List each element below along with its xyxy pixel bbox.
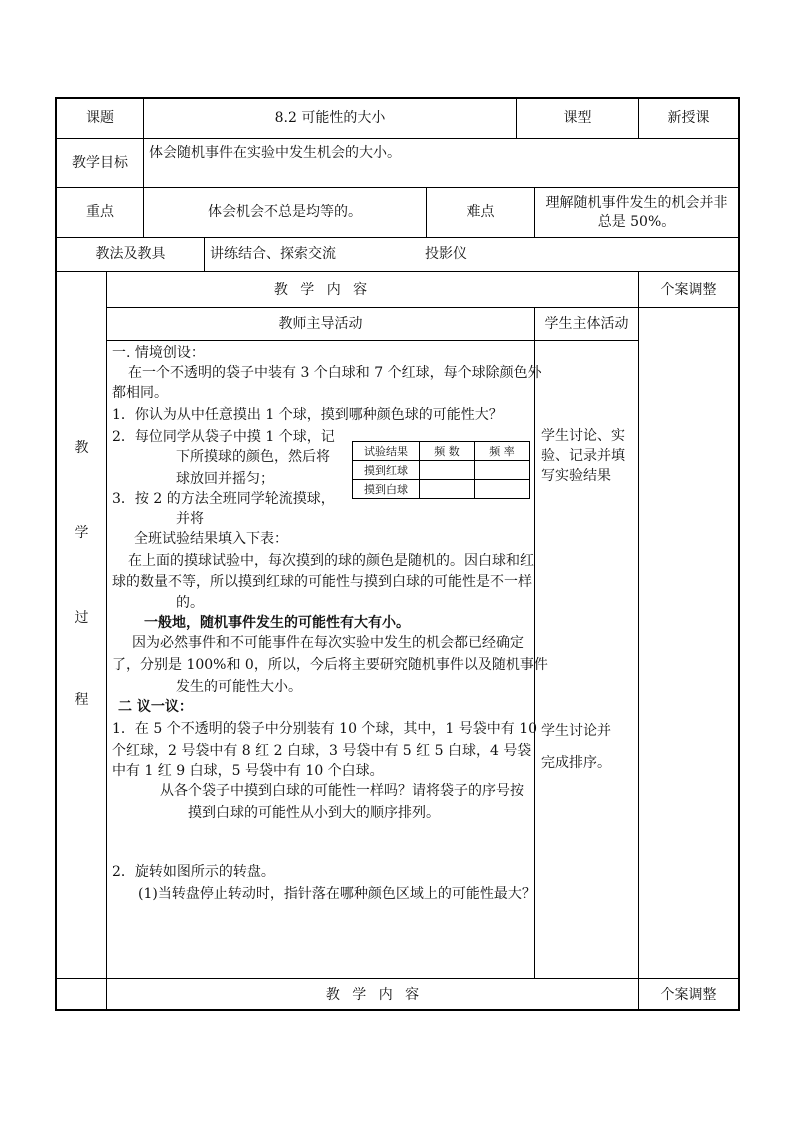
teacher-line-heading: 二 议一议：	[118, 699, 193, 715]
teacher-line: 并将	[176, 511, 204, 527]
teacher-line: 了，分别是 100%和 0，所以，今后将主要研究随机事件以及随机事件	[112, 657, 548, 673]
teacher-line: 因为必然事件和不可能事件在每次实验中发生的机会都已经确定	[132, 635, 524, 651]
student-note: 学生讨论并	[541, 723, 611, 739]
teacher-line: 中有 1 红 9 白球，5 号袋中有 10 个白球。	[112, 763, 384, 779]
table-header-cell: 频 数	[420, 442, 475, 461]
teacher-line: (1)当转盘停止转动时，指针落在哪种颜色区域上的可能性最大？	[138, 886, 536, 902]
table-header-cell: 频 率	[475, 442, 530, 461]
teacher-line: 从各个袋子中摸到白球的可能性一样吗？请将袋子的序号按	[160, 783, 524, 799]
student-column-header: 学生主体活动	[544, 316, 629, 332]
teacher-line: 摸到白球的可能性从小到大的顺序排列。	[188, 805, 440, 821]
table-cell	[475, 480, 530, 499]
table-header-cell: 试验结果	[353, 442, 420, 461]
teacher-column-header: 教师主导活动	[278, 316, 363, 332]
key-value: 体会机会不总是均等的。	[208, 204, 362, 220]
method-label: 教法及教具	[95, 246, 166, 262]
frame-right	[738, 97, 740, 1011]
teacher-line: 下所摸球的颜色，然后将	[176, 449, 330, 465]
topic-value: 8.2 可能性的大小	[274, 110, 386, 126]
teacher-line: 1．在 5 个不透明的袋子中分别装有 10 个球，其中，1 号袋中有 10	[112, 721, 538, 737]
difficulty-label: 难点	[466, 204, 495, 220]
table-cell	[475, 461, 530, 480]
method-value: 讲练结合、探索交流	[210, 246, 336, 262]
teacher-line: 一. 情境创设：	[112, 345, 205, 361]
type-label: 课型	[563, 110, 592, 126]
teacher-line-emphasis: 一般地，随机事件发生的可能性有大有小。	[144, 615, 410, 631]
teacher-line: 球的数量不等，所以摸到红球的可能性与摸到白球的可能性是不一样	[112, 574, 532, 590]
teacher-line: 都相同。	[112, 385, 168, 401]
results-table-header	[353, 442, 530, 461]
results-table	[352, 441, 530, 499]
teacher-line: 3．按 2 的方法全班同学轮流摸球，	[112, 491, 335, 507]
col-line	[638, 271, 639, 1011]
teacher-line: 1．你认为从中任意摸出 1 个球，摸到哪种颜色球的可能性大？	[112, 407, 503, 423]
table-row-label: 摸到红球	[353, 461, 420, 480]
table-row	[353, 480, 530, 499]
col-line	[534, 307, 535, 978]
teacher-line: 全班试验结果填入下表：	[134, 531, 288, 547]
row-line	[55, 138, 740, 139]
col-line	[106, 271, 107, 1011]
row-line	[106, 340, 639, 341]
teacher-line: 发生的可能性大小。	[176, 679, 302, 695]
side-char: 程	[74, 692, 89, 708]
side-char: 教	[74, 440, 89, 456]
objective-label: 教学目标	[72, 155, 128, 171]
table-cell	[420, 461, 475, 480]
col-line	[204, 237, 205, 271]
objective-value: 体会随机事件在实验中发生机会的大小。	[149, 145, 401, 161]
topic-label: 课题	[86, 110, 114, 126]
table-row-label: 摸到白球	[353, 480, 420, 499]
frame-left	[55, 97, 57, 1011]
student-note: 完成排序。	[541, 755, 611, 771]
footer-content-title: 教 学 内 容	[325, 987, 420, 1003]
teacher-line: 在一个不透明的袋子中装有 3 个白球和 7 个红球，每个球除颜色外	[128, 365, 542, 381]
tool-value: 投影仪	[425, 246, 467, 262]
difficulty-value-1: 理解随机事件发生的机会并非	[545, 195, 728, 211]
table-row	[353, 461, 530, 480]
difficulty-value-2: 总是 50%。	[597, 214, 676, 230]
row-line	[55, 187, 740, 188]
teacher-line: 的。	[176, 595, 204, 611]
content-title: 教 学 内 容	[273, 282, 368, 298]
row-line	[106, 307, 740, 308]
adjust-title: 个案调整	[660, 282, 717, 298]
student-note: 写实验结果	[541, 468, 611, 484]
teacher-line: 个红球，2 号袋中有 8 红 2 白球，3 号袋中有 5 红 5 白球，4 号袋	[112, 743, 532, 759]
table-cell	[420, 480, 475, 499]
key-label: 重点	[86, 204, 114, 220]
teacher-line: 球放回并摇匀；	[176, 471, 274, 487]
row-line	[55, 237, 740, 238]
type-value: 新授课	[667, 110, 710, 126]
footer-adjust-title: 个案调整	[660, 987, 717, 1003]
student-note: 验、记录并填	[541, 448, 625, 464]
teacher-line: 2．旋转如图所示的转盘。	[112, 864, 275, 880]
side-char: 学	[74, 525, 89, 541]
side-char: 过	[74, 610, 89, 626]
teacher-line: 在上面的摸球试验中，每次摸到的球的颜色是随机的。因白球和红	[128, 553, 534, 569]
teacher-line: 2．每位同学从袋子中摸 1 个球，记	[112, 429, 335, 445]
student-note: 学生讨论、实	[541, 428, 625, 444]
